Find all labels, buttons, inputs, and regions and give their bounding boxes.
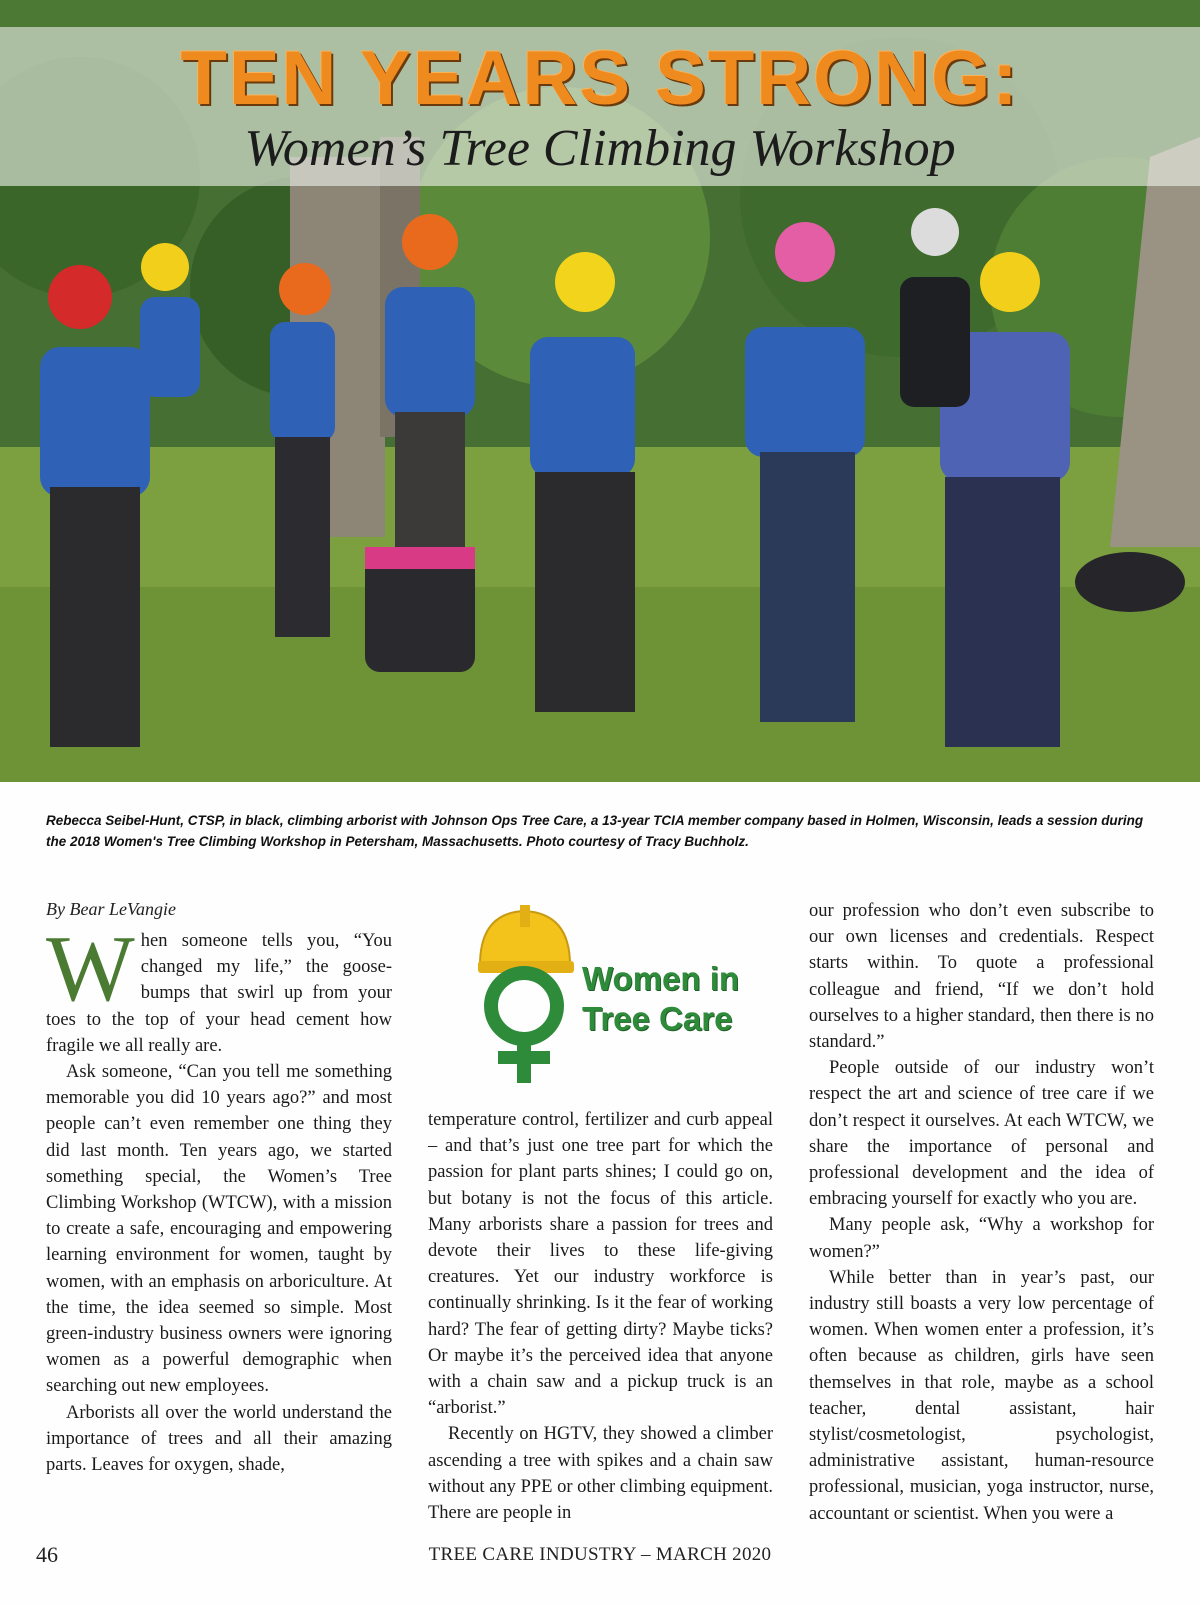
paragraph: temperature control, fertilizer and curb appeal – and that’s just one tree part for which the passion for plant parts shines; I could go on, but botany is not the focus of this article. Many arborists share a passion for trees and devote their lives to these life-giving creatures. Yet our industry workforce is continually shrinking. Is it the fear of working hard? The fear of getting dirty? Maybe ticks? Or maybe it’s the perceived idea that anyone with a chain saw and a pickup truck is an “arborist.” — [428, 1110, 773, 1419]
paragraph: Many people ask, “Why a workshop for women?” — [809, 1215, 1154, 1262]
subheadline: Women’s Tree Climbing Workshop — [244, 120, 956, 177]
paragraph: People outside of our industry won’t respect the art and science of tree care if we don’t respect it ourselves. At each WTCW, we share the importance of personal and professional development and the idea of embracing yourself for exactly who you are. — [809, 1058, 1154, 1210]
women-in-tree-care-logo — [478, 905, 748, 1090]
photo-caption: Rebecca Seibel-Hunt, CTSP, in black, climbing arborist with Johnson Ops Tree Care, a 13-year TCIA member company based in Holmen, Wisconsin, leads a session during the 2018 Women's Tree Climbing Workshop in Petersham, Massachusetts. Photo courtesy of Tracy Buchholz. — [46, 813, 1144, 849]
headline: TEN YEARS STRONG: — [180, 36, 1020, 121]
logo-text-line2: Tree Care — [582, 1000, 733, 1037]
paragraph: Ask someone, “Can you tell me something memorable you did 10 years ago?” and most people can’t even remember one thing they did last month. Ten years ago, we started something special, the Women’s Tree Climbing Workshop (WTCW), with a mission to create a safe, encouraging and empowering learning environment for women, taught by women, with an emphasis on arboriculture. At the time, the idea seemed so simple. Most green-industry business owners were ignoring women as a powerful demographic when searching out new employees. — [46, 1062, 392, 1397]
paragraph-text: hen someone tells you, “You changed my life,” the goose-bumps that swirl up from your toes to the top of your head cement how fragile we all really are. — [46, 931, 392, 1056]
logo-text-line1: Women in — [582, 960, 740, 997]
paragraph — [46, 917, 392, 1059]
drop-cap: W — [46, 917, 135, 1021]
article-column-3 — [809, 898, 1154, 1527]
paragraph: our profession who don’t even subscribe to our own licenses and credentials. Respect starts within. To quote a professional colleague and friend, “If we don’t hold ourselves to a higher standard, then there is no standard.” — [809, 901, 1154, 1053]
paragraph: Recently on HGTV, they showed a climber ascending a tree with spikes and a chain saw without any PPE or other climbing equipment. There are people in — [428, 1424, 773, 1524]
article-column-1 — [46, 917, 392, 1478]
article-column-2 — [428, 1107, 773, 1526]
paragraph: Arborists all over the world understand the importance of trees and all their amazing parts. Leaves for oxygen, shade, — [46, 1402, 392, 1476]
byline: By Bear LeVangie — [46, 899, 176, 919]
publication-footer: TREE CARE INDUSTRY – MARCH 2020 — [428, 1544, 772, 1565]
paragraph: While better than in year’s past, our industry still boasts a very low percentage of women. When women enter a profession, it’s often because as children, girls have seen themselves in that role, maybe as a school teacher, dental assistant, hair stylist/cosmetologist, psychologist, administrative assistant, human-resource professional, musician, yoga instructor, nurse, accountant or scientist. When you were a — [809, 1267, 1154, 1524]
page-number: 46 — [36, 1542, 58, 1567]
hero-photo — [0, 27, 1200, 782]
top-color-band — [0, 0, 1200, 27]
